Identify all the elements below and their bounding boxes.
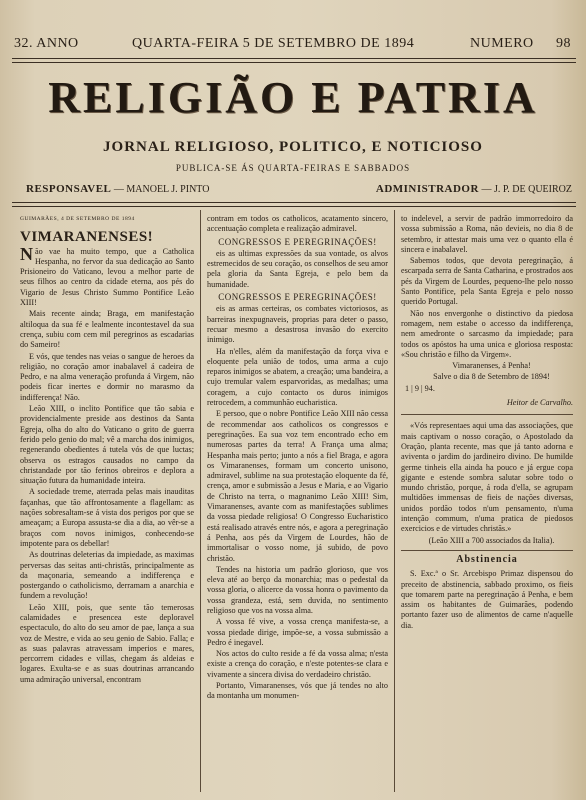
paragraph: Ha n'elles, além da manifestação da força viva e eloquente pela união de todos, uma arma a cujo reparos inimigos se abatem, a creação; uma bandeira, a cujo tremular valem esparvoridas, as medalhas; uma coragem, a cujo contacto os duros inimigos retrocedem, a communhão eucharistica. <box>207 346 388 408</box>
paragraph: to indelevel, a servir de padrão immorredoiro da vossa submissão a Roma, não devieis, no dia 8 de setembro, ir attestar mais uma vez o quanto ella é sincera e inabalavel. <box>401 214 573 254</box>
paragraph: Não vae ha muito tempo, que a Catholica Hespanha, no fervor da sua dedicação ao Santo Prisioneiro do Vaticano, levou a melhor parte de seus filhos ao centro da cidade eterna, aos pés do Vigario de Jesus Christo Summo Pontifice Leão XIII! <box>20 243 194 308</box>
paragraph: Portanto, Vimaranenses, vós que já tendes no alto da montanha um monumen- <box>207 681 388 701</box>
paragraph: S. Exc.ª o Sr. Arcebispo Primaz dispensou do preceito de abstinencia, sabbado proximo, os fieis que tomarem parte na peregrinação á Penha, e bem assim os habitantes de Guimarães, podendo portanto fazer uso de alimentos de carne n'aquelle dia. <box>401 569 573 630</box>
responsavel-label: RESPONSAVEL <box>26 183 112 195</box>
paragraph: 1 | 9 | 94. <box>405 383 435 393</box>
article-heading: VIMARANENSES! <box>20 229 154 246</box>
section-heading: Abstinencia <box>456 553 518 565</box>
paragraph: Leão XIII, o inclito Pontifice que tão sabia e providencialmente preside aos destinos da Santa Egreja, olha do alto do Vaticano o grito de guerra ferido pelo genio do mal; vê a marcha dos inimigos, regenerando obedientes á tutela vós de que luctas; observa os estragos causados no campo da christandade por tão ferinos obreiros e deplora a situação futura da humanidade inteira. <box>20 404 194 486</box>
paragraph: Leão XIII, pois, que sente tão temerosas calamidades e presencea este deploravel espectaculo, do alto do seu amor de pae, lança a sua voz de Mestre, e vida ao seu genio de Sabio. Falla; e as suas palavras atravessam imperios e mares, percorrem cidades e villas, chegam ás aldeias e logares. Exulta-se e as suas doutrinas arrancando uma admiração universal, encontram <box>20 602 194 684</box>
masthead-bottom-rule <box>12 202 576 203</box>
paragraph: As doutrinas deleterias da impiedade, as maximas perversas das seitas anti-christãs, principalmente as da maçonaria, semeando a indifferença e postergando o catholicismo, derramam a anarchia e fundem a revolução! <box>20 550 194 601</box>
header-rule-thin <box>12 62 576 63</box>
paragraph: A vossa fé vive, a vossa crença manifesta-se, a vossa piedade dirige, impõe-se, a vossa submissão a Pedro é inegavel. <box>207 617 388 647</box>
paragraph: Vimaranenses, á Penha! <box>452 361 531 371</box>
paragraph: eis as armas certeiras, os combates victoriosos, as barreiras inexpugnaveis, proprias para deter o passo, recuar mesmo a desastrosa invasão do exercito inimigo. <box>207 304 388 345</box>
paragraph: eis as ultimas expressões da sua vontade, os alvos estremecidos de seu coração, os conselhos de seu amor pela gloria da Santa Egreja, e pelo bem da humanidade. <box>207 248 388 289</box>
masthead-bottom-rule-thin <box>12 206 576 207</box>
paragraph: A sociedade treme, aterrada pelas mais inauditas façanhas, que tão affrontosamente a flagellam: as nações sobresaltam-se á vista dos perigos por que se ameaçam; a Europa assusta-se dia a dia, ao vêr-se a braços com novos inimigos, conhecendo-se impotente para os debellar! <box>20 487 194 548</box>
paragraph: «Vós representaes aqui uma das associações, que mais captivam o nosso coração, o Apostolado da Oração, planta recente, mas que já tanto adorna e aviventa o jardim do jardineiro divino. De humilde germe tinheis ella ainda ha pouco e já ergue copa gigante e estende sombra salutar sobre todo o mundo christão, porque, á roda d'ella, se agrupam multidões immensas de fieis de nações diversas, unidos pordão todos n'um pensamento, n'uma intenção commum, n'uma pratica de piedosos exercicios e de virtudes christãs.» <box>401 421 573 534</box>
column-divider-2 <box>394 210 395 792</box>
paragraph: Tendes na historia um padrão glorioso, que vos eleva até ao berço da monarchia; mas o pedestal da vossa gloria, o alicerce da vossa honra o pavimento da vossa grandeza, está, sem duvida, no sentimento religioso que vos na vossa alma. <box>207 564 388 615</box>
number-label: NUMERO <box>470 36 534 51</box>
column-2 <box>207 214 388 794</box>
paragraph: Sabemos todos, que devota peregrinação, á escarpada serra de Santa Catharina, e prostrados aos pés da Virgem de Lourdes, pequeno-lhe pelo nosso Santo Pontifice, pela Santa Egreja e pelo nosso querido Portugal. <box>401 256 573 307</box>
responsavel-name: — MANOEL J. PINTO <box>113 184 210 195</box>
newspaper-subtitle: JORNAL RELIGIOSO, POLITICO, E NOTICIOSO <box>103 139 483 155</box>
header-rule <box>12 58 576 59</box>
paragraph: E vós, que tendes nas veias o sangue de heroes da religião, no coração amor inabalavel á cadeira de Pedro, e na alma veneração profunda á Virgem, não podeis ficar inertes e dormir no marasmo da indifferença! Não. <box>20 351 194 402</box>
paragraph: Salve o dia 8 de Setembro de 1894! <box>433 372 550 382</box>
section-callout: CONGRESSOS E PEREGRINAÇÕES! <box>218 236 377 247</box>
editors-line <box>26 183 572 197</box>
paragraph: Nos actos do culto reside a fé da vossa alma; n'esta existe a crença do coração, e n'este potentes-se clara e vivamente a sincera divisa do verdadeiro christão. <box>207 649 388 679</box>
paragraph: E persoo, que o nobre Pontifice Leão XIII não cessa de recommendar aos catholicos os congressos e peregrinações. Ea sua voz tem encontrado echo em numerosas partes da terra! A França uma alma; Hespanha mais perto; junto a nós a fiel Braga, e agora os Vimaranenses, formam um concerto unisono, admiravel, sublime na sua protestação eloquente da fé, crença, amor e submissão a Jesus e Maria, e ao Vigario de Christo na terra, o magnanimo Leão XIII! Sim, Vimaranenses, avante com as manifestações sublimes da vossa piedade religiosa! O Congresso Eucharistico está realisado através entre nós, e agora a peregrinação á Penha, aos pés da Virgem de Lourdes, hão de immortalisar o vosso nome, já subido, de povo christão. <box>207 409 388 563</box>
column-1 <box>20 214 194 794</box>
divider <box>401 550 573 551</box>
issue-number: 98 <box>556 36 571 51</box>
section-callout: CONGRESSOS E PEREGRINAÇÕES! <box>218 292 377 303</box>
paragraph: Mais recente ainda; Braga, em manifestação altiloqua da sua fé e lealmente incontestavel da sua crença, subiu com cem mil peregrinos as escadarias do Sameiro! <box>20 309 194 350</box>
dateline: GUIMARÃES, 4 DE SETEMBRO DE 1894 <box>20 216 135 222</box>
column-3 <box>401 214 573 794</box>
issue-date: QUARTA-FEIRA 5 DE SETEMBRO DE 1894 <box>132 36 415 51</box>
drop-cap: N <box>20 243 33 264</box>
year-label: 32. ANNO <box>14 36 79 51</box>
publication-days: PUBLICA-SE ÁS QUARTA-FEIRAS E SABBADOS <box>175 163 411 173</box>
paragraph: Não nos envergonhe o distinctivo da piedosa romagem, nem estabe o accesso da indifferença, nem amedronte o sarcasmo da impiedade; para todos os apóstos ha uma unica e gloriosa resposta: «Sou christão e filho da Virgem». <box>401 308 573 359</box>
issue-bar <box>14 36 576 54</box>
column-divider-1 <box>200 210 201 792</box>
admin-label: ADMINISTRADOR <box>375 183 479 195</box>
admin-name: — J. P. DE QUEIROZ <box>481 184 572 195</box>
signature: Heitor de Carvalho. <box>506 398 573 408</box>
newspaper-title: RELIGIÃO E PATRIA <box>48 73 538 122</box>
paragraph: (Leão XIII a 700 associados da Italia). <box>428 535 555 545</box>
paragraph: contram em todos os catholicos, acatamento sincero, accentuação completa e realização admiravel. <box>207 214 388 234</box>
divider <box>401 414 573 415</box>
